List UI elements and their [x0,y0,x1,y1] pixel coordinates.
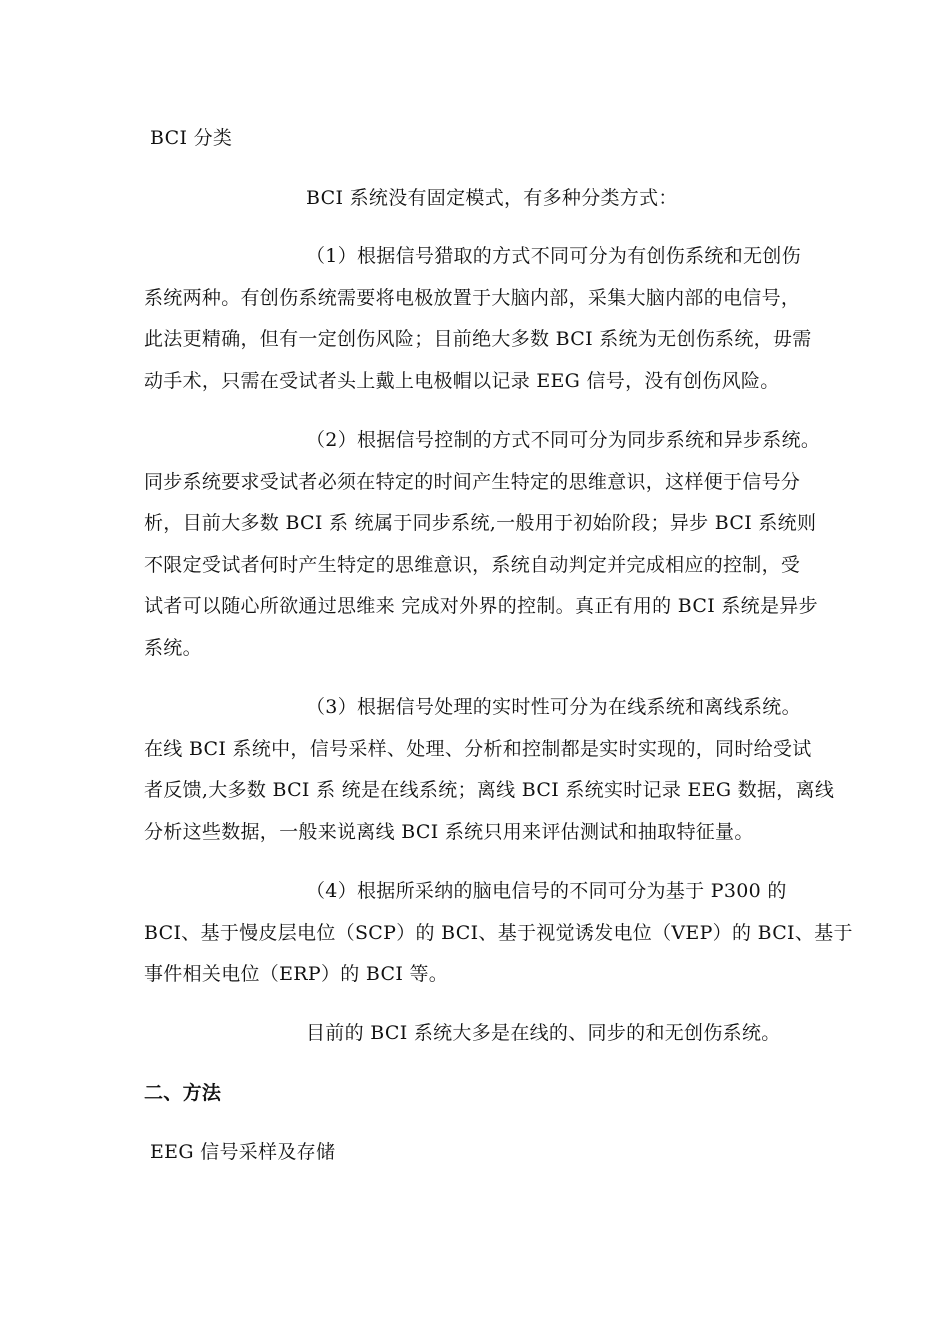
item2-line: （2）根据信号控制的方式不同可分为同步系统和异步系统。 [306,429,821,451]
item3-line: 分析这些数据，一般来说离线 BCI 系统只用来评估测试和抽取特征量。 [144,821,754,843]
item2-line: 系统。 [144,637,202,659]
item2-line: 析，目前大多数 BCI 系 统属于同步系统,一般用于初始阶段；异步 BCI 系统则 [144,512,817,534]
subsection-heading: EEG 信号采样及存储 [150,1141,336,1163]
item3-line: （3）根据信号处理的实时性可分为在线系统和离线系统。 [306,696,801,718]
item2-line: 试者可以随心所欲通过思维来 完成对外界的控制。真正有用的 BCI 系统是异步 [144,595,818,617]
section-title: BCI 分类 [150,127,233,149]
item3-line: 者反馈,大多数 BCI 系 统是在线系统；离线 BCI 系统实时记录 EEG 数据，离线 [144,779,835,801]
item1-line: 动手术，只需在受试者头上戴上电极帽以记录 EEG 信号，没有创伤风险。 [144,370,780,392]
section2-heading: 二、方法 [144,1082,222,1104]
intro-paragraph: BCI 系统没有固定模式，有多种分类方式： [306,187,678,209]
item3-line: 在线 BCI 系统中，信号采样、处理、分析和控制都是实时实现的，同时给受试 [144,738,812,760]
item4-line: 事件相关电位（ERP）的 BCI 等。 [144,963,449,985]
item2-line: 不限定受试者何时产生特定的思维意识，系统自动判定并完成相应的控制，受 [144,554,801,576]
conclusion-paragraph: 目前的 BCI 系统大多是在线的、同步的和无创伤系统。 [306,1022,781,1044]
item1-line: （1）根据信号猎取的方式不同可分为有创伤系统和无创伤 [306,245,801,267]
item2-line: 同步系统要求受试者必须在特定的时间产生特定的思维意识，这样便于信号分 [144,471,801,493]
item4-line: BCI、基于慢皮层电位（SCP）的 BCI、基于视觉诱发电位（VEP）的 BCI、基于 [144,922,853,944]
item1-line: 系统两种。有创伤系统需要将电极放置于大脑内部，采集大脑内部的电信号， [144,287,801,309]
item1-line: 此法更精确，但有一定创伤风险；目前绝大多数 BCI 系统为无创伤系统，毋需 [144,328,812,350]
item4-line: （4）根据所采纳的脑电信号的不同可分为基于 P300 的 [306,880,787,902]
